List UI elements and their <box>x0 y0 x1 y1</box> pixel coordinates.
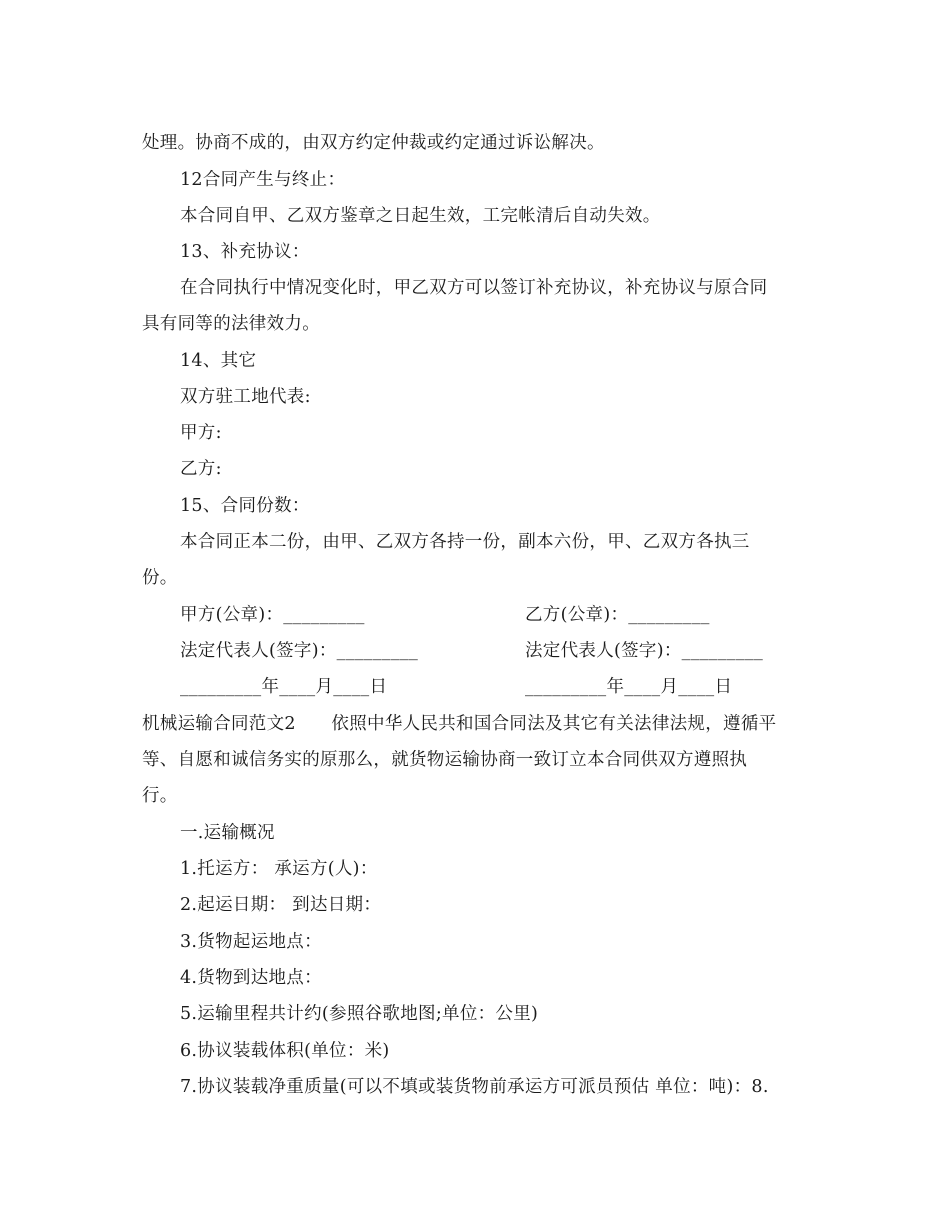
paragraph-line: 等、自愿和诚信务实的原那么，就货物运输协商一致订立本合同供双方遵照执 <box>142 750 748 770</box>
list-item: 5.运输里程共计约(参照谷歌地图;单位：公里) <box>180 1004 539 1024</box>
section-heading: 14、其它 <box>180 351 257 371</box>
party-b-seal: 乙方(公章)：_________ <box>525 605 710 625</box>
paragraph-line: 乙方: <box>180 459 222 479</box>
paragraph-line: 具有同等的法律效力。 <box>142 314 320 334</box>
list-item: 7.协议装载净重质量(可以不填或装货物前承运方可派员预估 单位：吨)：8. <box>180 1077 769 1097</box>
party-b-date: _________年____月____日 <box>525 677 733 697</box>
section-heading: 15、合同份数： <box>180 496 310 516</box>
paragraph-line: 本合同正本二份，由甲、乙双方各持一份，副本六份，甲、乙双方各执三 <box>180 532 750 552</box>
list-item: 2.起运日期： 到达日期： <box>180 895 382 915</box>
list-item: 4.货物到达地点： <box>180 968 322 988</box>
paragraph-line: 处理。协商不成的，由双方约定仲裁或约定通过诉讼解决。 <box>142 133 605 153</box>
list-item: 6.协议装载体积(单位：米) <box>180 1041 390 1061</box>
paragraph-line: 在合同执行中情况变化时，甲乙双方可以签订补充协议，补充协议与原合同 <box>180 278 768 298</box>
section2-title-line: 机械运输合同范文2 依照中华人民共和国合同法及其它有关法律法规，遵循平 <box>142 714 777 734</box>
section-heading: 一.运输概况 <box>180 823 275 843</box>
paragraph-line: 甲方: <box>180 423 222 443</box>
paragraph-line: 双方驻工地代表: <box>180 387 311 407</box>
party-b-representative: 法定代表人(签字)：_________ <box>525 641 764 661</box>
section-heading: 12合同产生与终止： <box>180 170 346 190</box>
party-a-representative: 法定代表人(签字)：_________ <box>180 641 419 661</box>
section-heading: 13、补充协议： <box>180 242 310 262</box>
paragraph-line: 份。 <box>142 568 178 588</box>
paragraph-line: 本合同自甲、乙双方鉴章之日起生效，工完帐清后自动失效。 <box>180 206 661 226</box>
list-item: 3.货物起运地点： <box>180 932 322 952</box>
party-a-seal: 甲方(公章)：_________ <box>180 605 365 625</box>
list-item: 1.托运方： 承运方(人)： <box>180 859 378 879</box>
paragraph-line: 行。 <box>142 786 178 806</box>
party-a-date: _________年____月____日 <box>180 677 388 697</box>
